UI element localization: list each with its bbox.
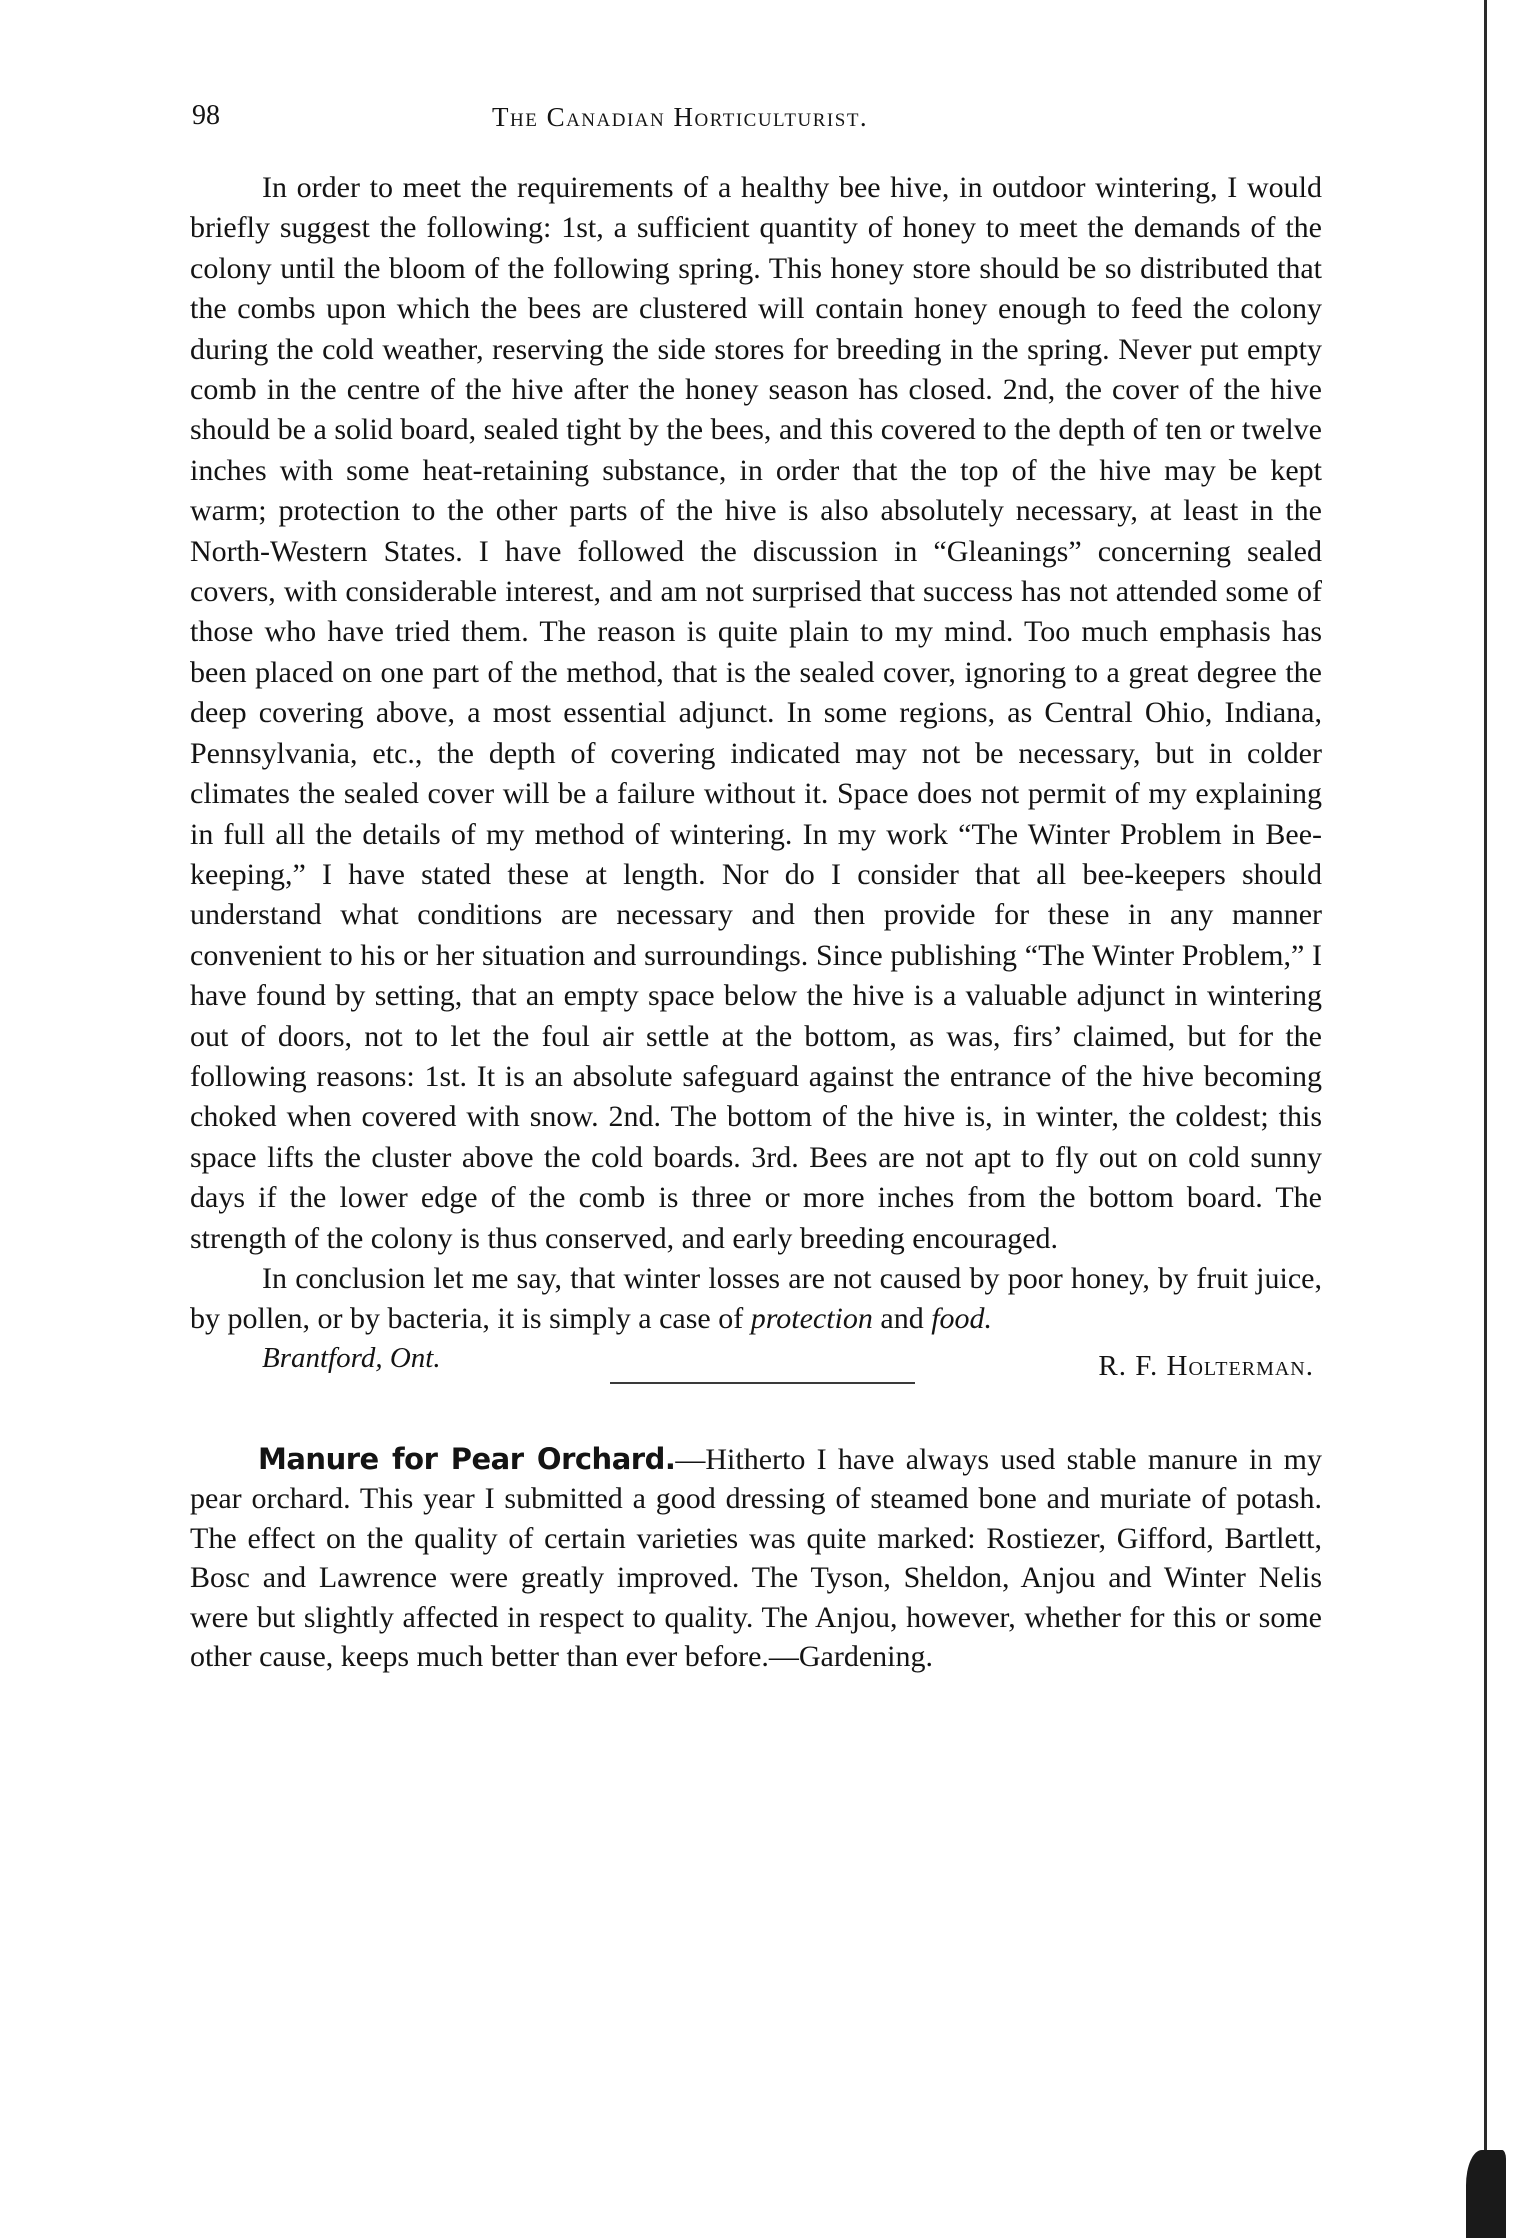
article-paragraph-2 bbox=[190, 1259, 1322, 1340]
signature-author: R. F. Holterman. bbox=[1098, 1349, 1314, 1382]
page-edge-blot bbox=[1466, 2150, 1506, 2238]
article-body bbox=[190, 168, 1322, 1677]
running-title: The Canadian Horticulturist. bbox=[492, 102, 869, 132]
emphasis-protection: protection bbox=[750, 1302, 873, 1336]
page-number: 98 bbox=[192, 100, 220, 131]
signature-place: Brantford, Ont. bbox=[262, 1341, 441, 1374]
section-divider-rule bbox=[610, 1382, 915, 1384]
article-paragraph-1: In order to meet the requirements of a healthy bee hive, in outdoor wintering, I would briefly suggest the following: 1st, a sufficient quantity of honey to meet the demands of the colony until the bloom of the following spring. This honey store should be so distributed that the combs upon which the bees are clustered will contain honey enough to feed the colony during the cold weather, reserving the side stores for breeding in the spring. Never put empty comb in the centre of the hive after the honey season has closed. 2nd, the cover of the hive should be a solid board, sealed tight by the bees, and this covered to the depth of ten or twelve inches with some heat-retaining substance, in order that the top of the hive may be kept warm; protection to the other parts of the hive is also absolutely necessary, at least in the North-Western States. I have followed the discussion in “Gleanings” concerning sealed covers, with considerable interest, and am not surprised that success has not attended some of those who have tried them. The reason is quite plain to my mind. Too much emphasis has been placed on one part of the method, that is the sealed cover, ignoring to a great degree the deep covering above, a most essential adjunct. In some regions, as Central Ohio, Indiana, Pennsylvania, etc., the depth of covering indicated may not be necessary, but in colder climates the sealed cover will be a failure without it. Space does not permit of my explaining in full all the details of my method of wintering. In my work “The Winter Problem in Bee-keeping,” I have stated these at length. Nor do I consider that all bee-keepers should understand what conditions are necessary and then provide for these in any manner convenient to his or her situation and surroundings. Since publishing “The Winter Problem,” I have found by setting, that an empty space below the hive is a valuable adjunct in wintering out of doors, not to let the foul air settle at the bottom, as was, firs’ claimed, but for the following reasons: 1st. It is an absolute safeguard against the entrance of the hive becoming choked when covered with snow. 2nd. The bottom of the hive is, in winter, the coldest; this space lifts the cluster above the cold boards. 3rd. Bees are not apt to fly out on cold sunny days if the lower edge of the comb is three or more inches from the bottom board. The strength of the colony is thus conserved, and early breeding encouraged. bbox=[190, 171, 1322, 1255]
conjunction-and: and bbox=[880, 1302, 924, 1336]
section-manure-pear-orchard bbox=[190, 1440, 1322, 1677]
emphasis-food: food. bbox=[931, 1302, 993, 1336]
page-header bbox=[192, 100, 1322, 140]
signature-line bbox=[190, 1342, 1322, 1384]
section-2-text: —Hitherto I have always used stable manure in my pear orchard. This year I submitted a good dressing of steamed bone and muriate of potash. The effect on the quality of certain varieties was quite marked: Rostiezer, Gifford, Bartlett, Bosc and Lawrence were greatly improved. The Tyson, Sheldon, Anjou and Winter Nelis were but slightly affected in respect to quality. The Anjou, however, whether for this or some other cause, keeps much better than ever before.—Gardening. bbox=[190, 1442, 1322, 1674]
article-paragraph-2-text: In conclusion let me say, that winter losses are not caused by poor honey, by fruit juice, by pollen, or by bacteria, it is simply a case of bbox=[190, 1261, 1322, 1336]
page-edge-line bbox=[1484, 0, 1487, 2238]
section-2-paragraph bbox=[190, 1440, 1322, 1677]
section-2-heading: Manure for Pear Orchard. bbox=[258, 1441, 676, 1476]
